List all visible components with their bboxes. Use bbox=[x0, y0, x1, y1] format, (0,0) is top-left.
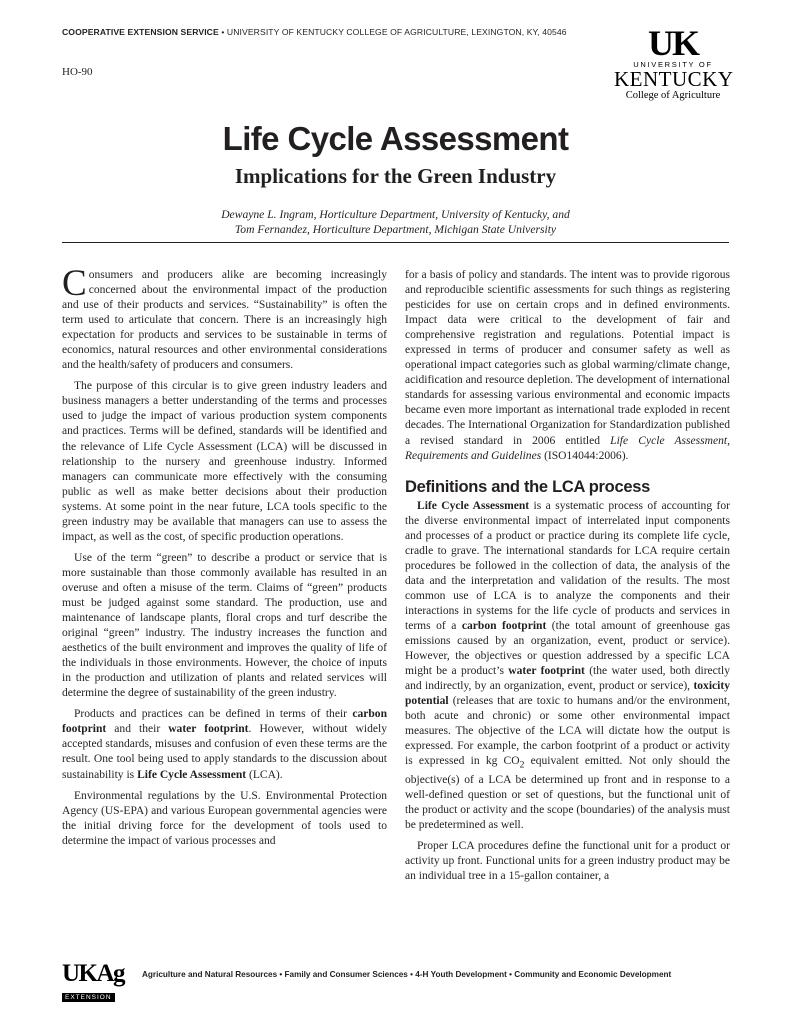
term-water-footprint: water footprint bbox=[168, 723, 249, 736]
standard-title: Life Cycle Assessment, Requirements and Guidelines bbox=[405, 434, 730, 462]
section-heading: Definitions and the LCA process bbox=[405, 477, 650, 496]
paragraph-footprints bbox=[62, 707, 387, 782]
paragraph-green-term: Use of the term “green” to describe a product or service that is more sustainable than those commonly available has resulted in an overuse and often a misuse of the term. Claims of “green” products must be judged against some standard. The production, use and maintenance of landscape plants, floral crops and turf describe the original “green” industry. The industry increases the function and aesthetics of the built environment and improves the quality of life of the individuals in those environments. However, the choice of inputs in the production and utilization of plants and related services will determine the degree of sustainability of the green industry. bbox=[62, 551, 387, 700]
text-span: and their bbox=[106, 723, 169, 736]
text-span: (LCA). bbox=[246, 768, 283, 781]
term-water-footprint: water footprint bbox=[508, 665, 585, 678]
header-org-rest: • UNIVERSITY OF KENTUCKY COLLEGE OF AGRICULTURE, LEXINGTON, KY, 40546 bbox=[218, 27, 567, 37]
paragraph-functional-unit: Proper LCA procedures define the functional unit for a product or activity up front. Functional units for a green industry product may be an individual tree in a 15-gallon container, a bbox=[405, 839, 730, 883]
footer-logo-extension: EXTENSION bbox=[62, 993, 115, 1002]
authors-line-2: Tom Fernandez, Horticulture Department, Michigan State University bbox=[234, 223, 557, 236]
text-span: equivalent emitted. Not only should the objective(s) of a LCA be determined up front and in response to a well-defined question or set of questions, but the functional unit of the product or activity and the scope (boundaries) of the analysis must be predetermined as well. bbox=[405, 755, 730, 831]
logo-kentucky: KENTUCKY bbox=[614, 67, 734, 91]
paragraph-standards bbox=[405, 268, 730, 464]
footer-programs: Agriculture and Natural Resources • Family and Consumer Sciences • 4-H Youth Development • Community and Economic Development bbox=[142, 970, 672, 979]
page-title: Life Cycle Assessment bbox=[222, 120, 569, 157]
term-toxicity-potential: toxicity potential bbox=[405, 680, 730, 708]
text-span: . However, without widely accepted standards, misuses and confusion of even these terms are the result. One tool being used to apply standards to the discussion about sustainability is bbox=[62, 723, 387, 781]
paragraph-purpose: The purpose of this circular is to give green industry leaders and business managers a better understanding of the terms and processes used to judge the impact of various production system components and practices. Terms will be defined, standards will be identified and the relevance of Life Cycle Assessment (LCA) will be discussed in relationship to the nursery and greenhouse industry. Informed managers can communicate more effectively with the consuming public as well as make better decisions about their production systems. At some point in the near future, LCA tools specific to the green industry may be available that managers can use to assess the impact, as well as the cost, of specific production operations. bbox=[62, 380, 387, 543]
drop-cap: C bbox=[62, 263, 87, 304]
co2-subscript: 2 bbox=[519, 759, 525, 771]
authors-line-1: Dewayne L. Ingram, Horticulture Department, University of Kentucky, and bbox=[221, 208, 570, 221]
text-span: (the water used, both directly and indirectly, by an organization, event, product or service), bbox=[405, 665, 730, 693]
title-divider bbox=[62, 242, 729, 243]
header-org-bold: COOPERATIVE EXTENSION SERVICE bbox=[62, 27, 219, 37]
text-span: Products and practices can be defined in terms of their bbox=[74, 708, 353, 721]
authors bbox=[0, 207, 791, 237]
header-org-line bbox=[62, 27, 567, 37]
footer-logo-mark: UKAg bbox=[62, 960, 125, 987]
logo-university-of: UNIVERSITY OF bbox=[633, 60, 713, 69]
publication-number: HO-90 bbox=[62, 66, 93, 78]
text-span: for a basis of policy and standards. The intent was to provide rigorous and reproducible scientific assessments for such things as registering pesticides for use on certain crops and in defined environments. Impact data were critical to the development of fair and comprehensive registration and regulations. Potential impact is expressed in terms of producer and consumer safety as well as operational impact categories such as global warming/climate change, acidification and resource depletion. The development of international standards for assessing various environmental and economic impacts became even more important as international trade exploded in recent decades. The International Organization for Standardization published a revised standard in 2006 entitled bbox=[405, 269, 730, 447]
right-column bbox=[405, 268, 730, 890]
ukag-extension-logo bbox=[62, 962, 132, 1004]
term-lca: Life Cycle Assessment bbox=[417, 499, 530, 512]
text-span: (releases that are toxic to humans and/or the environment, both acute and chronic) or some other environmental impact measures. The objective of the LCA will dictate how the output is expressed. For example, the carbon footprint of a product or activity is expressed in kg CO bbox=[405, 695, 730, 768]
logo-college: College of Agriculture bbox=[625, 90, 721, 101]
paragraph-intro bbox=[62, 263, 387, 373]
page-subtitle: Implications for the Green Industry bbox=[234, 164, 557, 188]
text-span: (the total amount of greenhouse gas emissions caused by an organization, event, product or service). However, the objectives or question addressed by a specific LCA might be a product’s bbox=[405, 620, 730, 678]
text-span: is a systematic process of accounting for the diverse environmental impact of interrelated input components and processes of a product or practice during its complete life cycle, cradle to grave. The international standards for LCA require certain procedures be followed in the collection of data, the analysis of the data and the interpretation and validation of the results. The most common use of LCA is to analyze the components and their interactions in systems for the life cycle of products and services in terms of a bbox=[405, 499, 730, 633]
term-carbon-footprint: carbon footprint bbox=[62, 708, 387, 736]
left-column bbox=[62, 263, 387, 855]
term-lca: Life Cycle Assessment bbox=[137, 768, 247, 781]
logo-uk-mark: UK bbox=[648, 23, 698, 63]
paragraph-lca-definition bbox=[405, 499, 730, 833]
uk-logo bbox=[614, 23, 734, 103]
term-carbon-footprint: carbon footprint bbox=[461, 620, 547, 633]
paragraph-intro-text: onsumers and producers alike are becoming increasingly concerned about the environmental impact of the production and use of their products and services. “Sustainability” is often the term used to articulate that concern. There is an increasingly high expectation for products and services to be sustainable in terms of economics, natural resources and other environmental considerations and the health/safety of producers and consumers. bbox=[62, 269, 387, 372]
text-span: (ISO14044:2006). bbox=[541, 449, 629, 462]
paragraph-regulations: Environmental regulations by the U.S. Environmental Protection Agency (US-EPA) and various European governmental agencies were the initial driving force for the development of tools used to determine the impact of various processes and bbox=[62, 789, 387, 847]
